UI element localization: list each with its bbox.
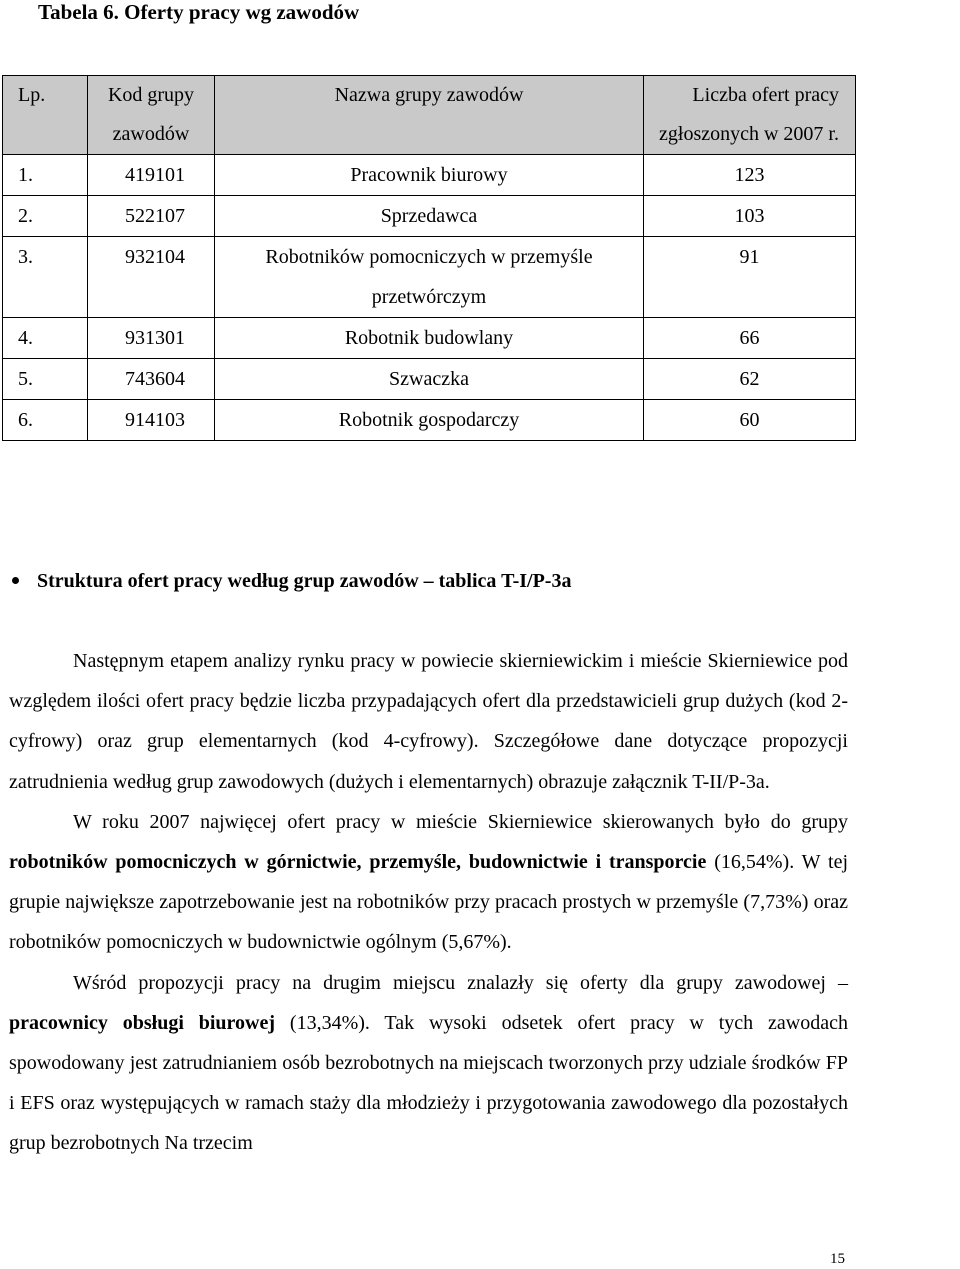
table-row <box>3 237 856 318</box>
header-count: Liczba ofert pracy zgłoszonych w 2007 r. <box>644 76 856 155</box>
cell-count: 62 <box>644 359 856 400</box>
cell-lp: 3. <box>3 237 88 318</box>
paragraph-3-bold: pracownicy obsługi biurowej <box>9 1011 276 1034</box>
cell-name: Robotników pomocniczych w przemyśle przetwórczym <box>215 237 644 318</box>
cell-lp: 6. <box>3 400 88 441</box>
cell-count: 66 <box>644 318 856 359</box>
paragraph-2 <box>9 802 848 963</box>
cell-lp: 5. <box>3 359 88 400</box>
table-row <box>3 400 856 441</box>
table-header-row <box>3 76 856 155</box>
table-row <box>3 318 856 359</box>
section-heading <box>12 568 571 594</box>
body-text <box>9 641 848 1164</box>
cell-code: 522107 <box>88 196 215 237</box>
cell-code: 931301 <box>88 318 215 359</box>
cell-name: Szwaczka <box>215 359 644 400</box>
cell-name: Robotnik budowlany <box>215 318 644 359</box>
cell-count: 103 <box>644 196 856 237</box>
cell-count: 60 <box>644 400 856 441</box>
cell-code: 743604 <box>88 359 215 400</box>
cell-lp: 4. <box>3 318 88 359</box>
cell-code: 932104 <box>88 237 215 318</box>
header-name: Nazwa grupy zawodów <box>215 76 644 155</box>
table-row <box>3 196 856 237</box>
cell-code: 914103 <box>88 400 215 441</box>
header-code: Kod grupy zawodów <box>88 76 215 155</box>
table-row <box>3 359 856 400</box>
cell-count: 123 <box>644 155 856 196</box>
paragraph-2-part-1: W roku 2007 najwięcej ofert pracy w mieście Skierniewice skierowanych było do grupy <box>73 810 848 833</box>
paragraph-3 <box>9 963 848 1164</box>
job-offers-table <box>2 75 856 441</box>
table-row <box>3 155 856 196</box>
cell-code: 419101 <box>88 155 215 196</box>
table-caption: Tabela 6. Oferty pracy wg zawodów <box>38 0 360 24</box>
bullet-icon <box>12 577 19 584</box>
header-lp: Lp. <box>3 76 88 155</box>
paragraph-1: Następnym etapem analizy rynku pracy w powiecie skierniewickim i mieście Skierniewice pod względem ilości ofert pracy będzie liczba przypadających ofert dla przedstawicieli grup dużych (kod 2-cyfrowy) oraz grup elementarnych (kod 4-cyfrowy). Szczegółowe dane dotyczące propozycji zatrudnienia według grup zawodowych (dużych i elementarnych) obrazuje załącznik T-II/P-3a. <box>9 650 848 793</box>
cell-lp: 2. <box>3 196 88 237</box>
cell-name: Sprzedawca <box>215 196 644 237</box>
cell-count: 91 <box>644 237 856 318</box>
paragraph-3-part-2: (13,34%). Tak wysoki odsetek ofert pracy w tych zawodach spowodowany jest zatrudnianiem osób bezrobotnych na miejscach tworzonych przy udziale środków FP i EFS oraz występujących w ramach staży dla młodzieży i przygotowania zawodowego dla pozostałych grup bezrobotnych Na trzecim <box>9 1011 848 1155</box>
paragraph-2-bold: robotników pomocniczych w górnictwie, przemyśle, budownictwie i transporcie <box>9 851 707 874</box>
cell-name: Robotnik gospodarczy <box>215 400 644 441</box>
page-number: 15 <box>830 1251 845 1267</box>
cell-name: Pracownik biurowy <box>215 155 644 196</box>
paragraph-3-part-1: Wśród propozycji pracy na drugim miejscu znalazły się oferty dla grupy zawodowej – <box>73 971 848 994</box>
paragraph-2-part-2: (16,54%). W tej grupie największe zapotrzebowanie jest na robotników przy pracach prostych w przemyśle (7,73%) oraz robotników pomocniczych w budownictwie ogólnym (5,67%). <box>9 851 848 954</box>
section-heading-text: Struktura ofert pracy według grup zawodów – tablica T-I/P-3a <box>37 570 572 592</box>
cell-lp: 1. <box>3 155 88 196</box>
